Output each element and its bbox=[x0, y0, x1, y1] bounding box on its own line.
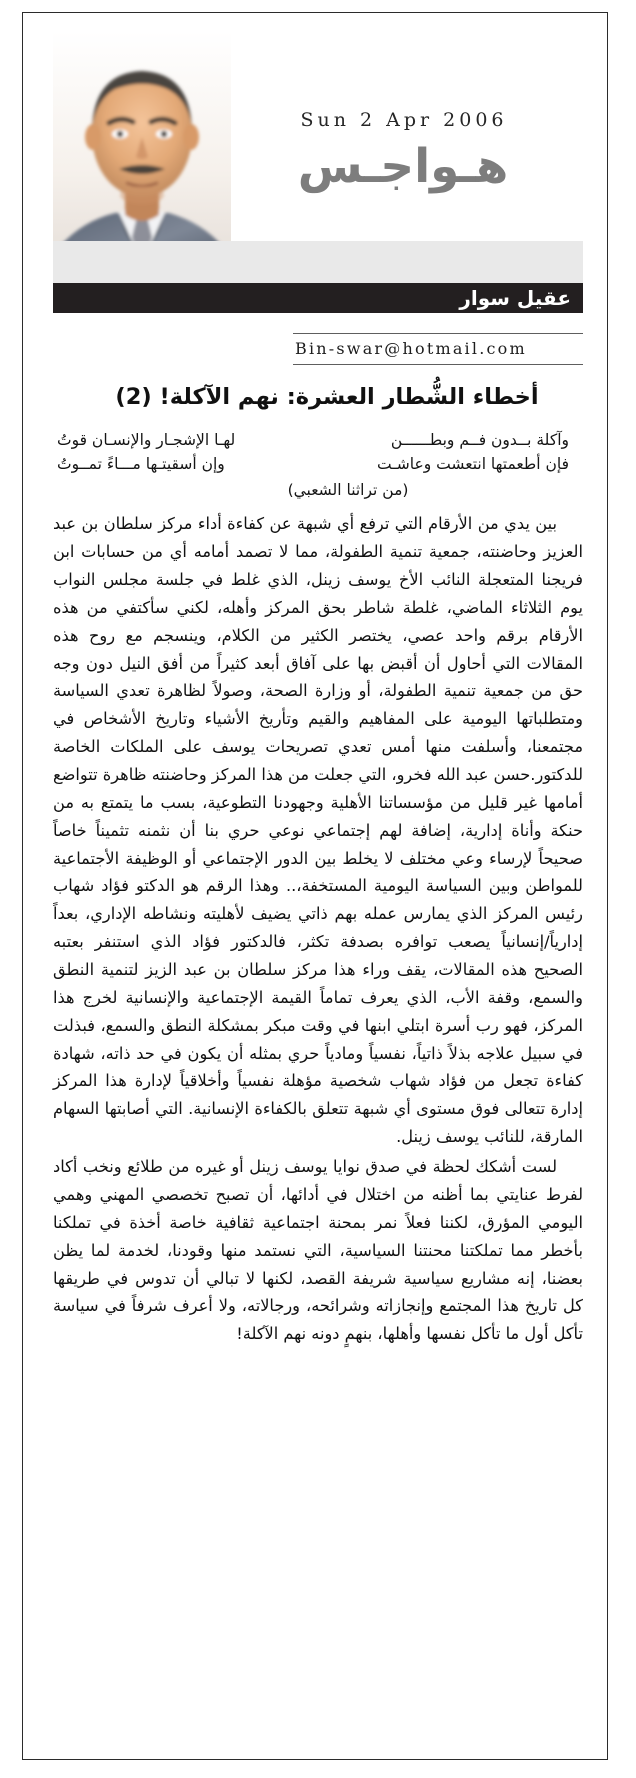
author-name: عقيل سوار bbox=[459, 286, 571, 310]
verse-attribution: (من تراثنا الشعبي) bbox=[287, 481, 409, 500]
author-byline-bar bbox=[53, 283, 583, 313]
author-email[interactable]: Bin-swar@hotmail.com bbox=[295, 339, 527, 358]
masthead bbox=[53, 31, 583, 319]
article-headline: أخطاء الشُّطار العشرة: نهم الآكلة! (2) bbox=[115, 384, 539, 410]
article-body bbox=[53, 510, 583, 1348]
author-email-block[interactable] bbox=[293, 333, 583, 365]
verse-line bbox=[53, 452, 583, 476]
verse-hemistich-first: وآكلة بــدون فــم وبطــــــن bbox=[390, 431, 569, 450]
verse-hemistich-second: لهـا الإشجـار والإنسـان قوتُ bbox=[57, 431, 236, 450]
publication-date: Sun 2 Apr 2006 bbox=[300, 109, 508, 131]
verse-hemistich-first: فإن أطعمتها انتعشت وعاشـت bbox=[377, 455, 569, 474]
column-title: هـواجـس bbox=[297, 139, 509, 194]
article-paragraph: لست أشكك لحظة في صدق نوايا يوسف زينل أو غيره من طلائع ونخب أكاد لفرط عنايتي بما أظنه من اختلال في أدائها، أن تصبح تخصصي المهني وهمي اليومي المؤرق، لكننا فعلاً نمر بمحنة اجتماعية ثقافية خاصة أخذة في تملكنا بأخطر مما تملكتنا محنتنا السياسية، التي نستمد منها وقودنا، لخدمة لما يظن بعضنا، إنه مشاريع سياسية شريفة القصد، لكنها لا تبالي أن تدوس في طريقها كل تاريخ هذا المجتمع وإنجازاته وشرائحه، ورجالاته، ولا أعرف شرفاً في سياسة تأكل أول ما تأكل نفسها وأهلها، بنهمٍ دونه نهم الآكلة! bbox=[53, 1157, 583, 1344]
page-content bbox=[53, 31, 583, 1749]
verse-line bbox=[53, 428, 583, 452]
poem-epigraph bbox=[53, 428, 583, 502]
verse-hemistich-second: وإن أسقيتـها مـــاءً تمــوتُ bbox=[57, 455, 225, 474]
page-frame bbox=[22, 12, 608, 1760]
gray-accent-band bbox=[53, 241, 583, 285]
article-paragraph: بين يدي من الأرقام التي ترفع أي شبهة عن كفاءة أداء مركز سلطان بن عبد العزيز وحاضنته، جمعية تنمية الطفولة، مما لا تصمد أمامه أي من حسابات ابن فريجنا المتعجلة النائب الأخ يوسف زينل، الذي غلط في جلسة مجلس النواب يوم الثلاثاء الماضي، غلطة شاطر بحق المركز وأهله، لكني سأكتفي من هذه الأرقام برقم واحد عصي، يختصر الكثير من الكلام، وينسجم مع روح هذه المقالات التي أحاول أن أقبض بها على آفاق أبعد كثيراً من أفق النيل دون وجه حق من جمعية تنمية الطفولة، أو وزارة الصحة، وصولاً لظاهرة تعدي السياسة ومتطلباتها اليومية على المفاهيم والقيم وتأريخ الأشياء وتاريخ الأشخاص في مجتمعنا، وأسلفت منها أمس تعدي تصريحات يوسف على الملكات الخاصة للدكتور.حسن عبد الله فخرو، التي جعلت من هذا المركز وحاضنته ظاهرة تتواضع أمامها غير قليل من مؤسساتنا الأهلية وجهودنا التطوعية، بسب ما يتمتع به من حنكة وأناة إدارية، إضافة لهم إجتماعي نوعي حري بنا أن نثمنه تثميناً خاصاً صحيحاً لإرساء وعي مختلف لا يخلط بين الدور الإجتماعي أو الوظيفة الأجتماعية للمواطن وبين السياسة اليومية المستخفة،.. وهذا الرقم هو الدكتو فؤاد شهاب رئيس المركز الذي يمارس عمله بهم ذاتي يضيف لأهليته ونشاطه الإداري، بعداً إدارياً/إنسانياً يصعب توافره بصدفة تكثر، فالدكتور فؤاد الذي استنفر بعتبه الصحيح هذه المقالات، يقف وراء هذا مركز سلطان بن عبد الزيز لتنمية النطق والسمع، وقفة الأب، الذي يعرف تماماً القيمة الإجتماعية والإنسانية لخرج هذا المركز، فهو رب أسرة ابتلي ابنها في وقت مبكر بمشكلة النطق والسمع، فبذلت في سبيل علاجه بذلاً ذاتياً، نفسياً ومادياً حري بمثله أن يكون في حد ذاته، شهادة كفاءة تجعل من فؤاد شهاب شخصية مؤهلة نفسياً وأخلاقياً لإدارة هذا المركز إدارة تتعالى فوق مستوى أي شبهة تتعلق بالكفاءة الإنسانية. التي أصابتها السهام المارقة، للنائب يوسف زينل. bbox=[53, 514, 583, 1147]
